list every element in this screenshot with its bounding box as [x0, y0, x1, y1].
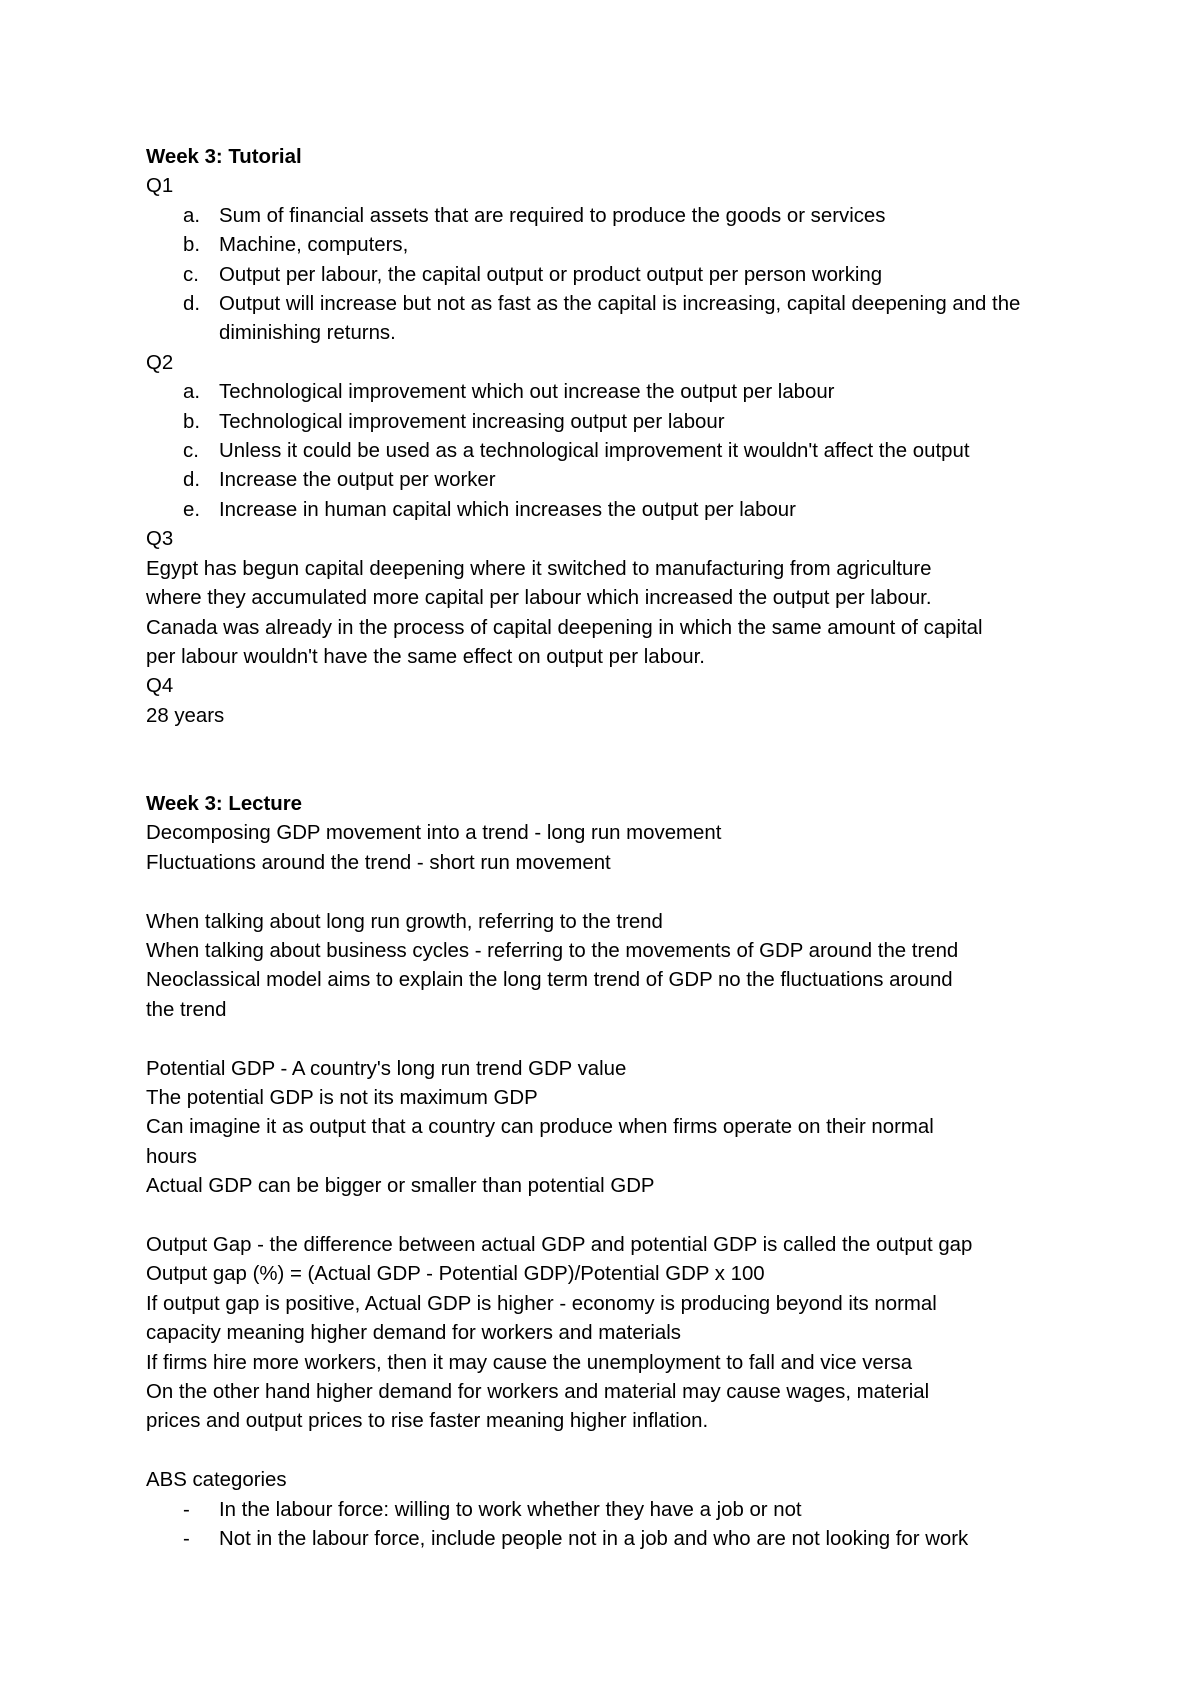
- q1-label: Q1: [146, 175, 174, 198]
- list-marker: e.: [183, 498, 201, 521]
- paragraph-line: When talking about business cycles - referring to the movements of GDP around the trend: [146, 939, 959, 962]
- list-item: [146, 378, 1086, 407]
- list-item: [146, 1525, 1086, 1554]
- list-item-text: Output will increase but not as fast as the capital is increasing, capital deepening and the diminishing returns.: [219, 293, 1021, 345]
- paragraph-line: Actual GDP can be bigger or smaller than potential GDP: [146, 1175, 655, 1198]
- paragraph-line: When talking about long run growth, referring to the trend: [146, 910, 663, 933]
- paragraph-line: Output Gap - the difference between actual GDP and potential GDP is called the output gap: [146, 1233, 973, 1256]
- paragraph-line: hours: [146, 1145, 198, 1168]
- paragraph-line: Potential GDP - A country's long run trend GDP value: [146, 1057, 627, 1080]
- list-item: [146, 231, 1086, 260]
- list-item: [146, 496, 1086, 525]
- dash-marker: -: [183, 1528, 190, 1551]
- list-marker: d.: [183, 469, 201, 492]
- paragraph-line: If output gap is positive, Actual GDP is higher - economy is producing beyond its normal: [146, 1292, 937, 1315]
- paragraph-line: Can imagine it as output that a country can produce when firms operate on their normal: [146, 1116, 934, 1139]
- list-item: [146, 408, 1086, 437]
- list-item: [146, 466, 1086, 495]
- q4-label: Q4: [146, 675, 174, 698]
- document-page: [146, 143, 1086, 1554]
- list-item-text: In the labour force: willing to work whether they have a job or not: [219, 1498, 802, 1521]
- q4-answer: 28 years: [146, 704, 225, 727]
- list-marker: c.: [183, 440, 199, 463]
- tutorial-heading: Week 3: Tutorial: [146, 146, 302, 168]
- list-item: [146, 261, 1086, 290]
- paragraph-line: per labour wouldn't have the same effect on output per labour.: [146, 645, 705, 668]
- paragraph-line: Decomposing GDP movement into a trend - long run movement: [146, 822, 722, 845]
- lecture-heading: Week 3: Lecture: [146, 792, 303, 815]
- paragraph-spacer: [146, 1202, 1086, 1231]
- paragraph-line: Neoclassical model aims to explain the long term trend of GDP no the fluctuations around: [146, 969, 953, 992]
- paragraph-line: capacity meaning higher demand for workers and materials: [146, 1322, 681, 1345]
- q2-label: Q2: [146, 351, 174, 374]
- dash-marker: -: [183, 1498, 190, 1521]
- list-item: [146, 1496, 1086, 1525]
- paragraph-line: Output gap (%) = (Actual GDP - Potential GDP)/Potential GDP x 100: [146, 1263, 765, 1286]
- paragraph-line: prices and output prices to rise faster meaning higher inflation.: [146, 1410, 709, 1433]
- list-marker: c.: [183, 263, 199, 286]
- paragraph-line: On the other hand higher demand for workers and material may cause wages, material: [146, 1381, 930, 1403]
- list-item-text: Not in the labour force, include people not in a job and who are not looking for work: [219, 1528, 969, 1551]
- paragraph-line: If firms hire more workers, then it may cause the unemployment to fall and vice versa: [146, 1351, 913, 1374]
- list-marker: d.: [183, 293, 201, 316]
- section-spacer: [146, 731, 1086, 790]
- list-item-text: Output per labour, the capital output or product output per person working: [219, 263, 883, 286]
- paragraph-line: the trend: [146, 998, 227, 1021]
- list-item-text: Technological improvement which out increase the output per labour: [219, 381, 835, 404]
- list-marker: b.: [183, 234, 201, 257]
- list-item-text: Sum of financial assets that are required to produce the goods or services: [219, 204, 886, 227]
- paragraph-line: Canada was already in the process of capital deepening in which the same amount of capital: [146, 616, 983, 639]
- paragraph-line: where they accumulated more capital per labour which increased the output per labour.: [146, 587, 932, 610]
- list-item: [146, 437, 1086, 466]
- paragraph-line: The potential GDP is not its maximum GDP: [146, 1086, 538, 1109]
- abs-categories-title: ABS categories: [146, 1469, 287, 1492]
- paragraph-line: Fluctuations around the trend - short run movement: [146, 851, 611, 874]
- list-item-text: Technological improvement increasing output per labour: [219, 410, 725, 433]
- list-item-text: Unless it could be used as a technological improvement it wouldn't affect the output: [219, 440, 970, 463]
- list-marker: a.: [183, 204, 201, 227]
- paragraph-spacer: [146, 1025, 1086, 1054]
- list-marker: b.: [183, 410, 201, 433]
- paragraph-spacer: [146, 878, 1086, 907]
- list-item: [146, 202, 1086, 231]
- paragraph-spacer: [146, 1437, 1086, 1466]
- list-marker: a.: [183, 381, 201, 404]
- list-item-text: Machine, computers,: [219, 234, 409, 257]
- q3-label: Q3: [146, 528, 174, 551]
- paragraph-line: Egypt has begun capital deepening where it switched to manufacturing from agriculture: [146, 557, 932, 580]
- list-item-text: Increase in human capital which increases the output per labour: [219, 498, 796, 521]
- list-item: [146, 290, 1086, 349]
- list-item-text: Increase the output per worker: [219, 469, 496, 492]
